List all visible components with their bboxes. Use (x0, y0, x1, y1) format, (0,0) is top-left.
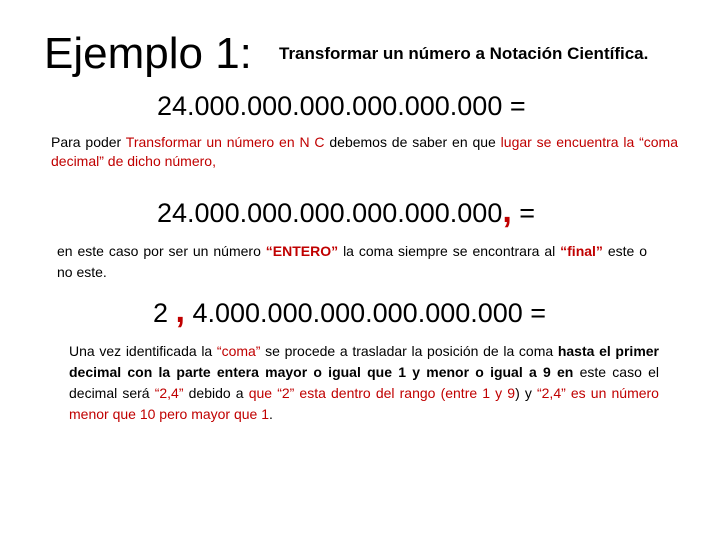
slide-subtitle: Transformar un número a Notación Científica. (279, 44, 649, 63)
number-with-comma-equals: = (511, 198, 536, 228)
paragraph-entero (57, 241, 647, 283)
number-original: 24.000.000.000.000.000.000 = (157, 91, 526, 121)
paragraph-explanation (69, 341, 659, 425)
paragraph-explanation-bold-rule: hasta el primer decimal con la parte entera mayor o igual que 1 y menor o igual a 9 en (69, 343, 659, 380)
paragraph-explanation-highlight-range: que “2” esta dentro del rango (entre 1 y 9 (248, 385, 516, 401)
paragraph-intro-text-a: Para poder (51, 134, 126, 150)
number-moved-comma-rest: 4.000.000.000.000.000.000 = (184, 298, 547, 328)
paragraph-intro-highlight-coma: lugar se encuentra la “coma decimal” de dicho número, (51, 134, 678, 169)
paragraph-intro-highlight-nc: Transformar un número en N C (125, 134, 325, 150)
paragraph-explanation-highlight-coma: “coma” (216, 343, 261, 359)
paragraph-explanation-highlight-24: “2,4” (154, 385, 184, 401)
paragraph-entero-text-c: la coma siempre se encontrara al (338, 243, 561, 259)
number-with-comma-digits: 24.000.000.000.000.000.000 (157, 198, 503, 228)
paragraph-entero-highlight-final: “final” (560, 243, 603, 259)
paragraph-entero-highlight-entero: “ENTERO” (265, 243, 339, 259)
paragraph-explanation-text-a: Una vez identificada la (69, 343, 217, 359)
number-moved-comma-lead: 2 (153, 298, 176, 328)
paragraph-entero-text-a: en este caso por ser un número (57, 243, 266, 259)
paragraph-explanation-text-e: este caso el decimal será (69, 364, 659, 401)
number-with-comma (157, 192, 535, 232)
paragraph-intro-text-c: debemos de saber en que (324, 134, 501, 150)
paragraph-explanation-text-g: debido a (183, 385, 249, 401)
paragraph-explanation-text-i: ) y (515, 385, 537, 401)
paragraph-explanation-text-k: . (269, 406, 273, 422)
paragraph-intro (51, 133, 678, 171)
paragraph-explanation-highlight-conclusion: “2,4” es un número menor que 10 pero mayor que 1 (69, 385, 659, 422)
slide-title: Ejemplo 1: (44, 29, 252, 78)
moved-comma-marker: , (175, 292, 185, 330)
paragraph-entero-text-e: este o no este. (57, 243, 648, 280)
paragraph-explanation-text-c: se procede a trasladar la posición de la coma (260, 343, 558, 359)
number-moved-comma (153, 292, 546, 332)
decimal-comma-marker: , (502, 192, 512, 230)
